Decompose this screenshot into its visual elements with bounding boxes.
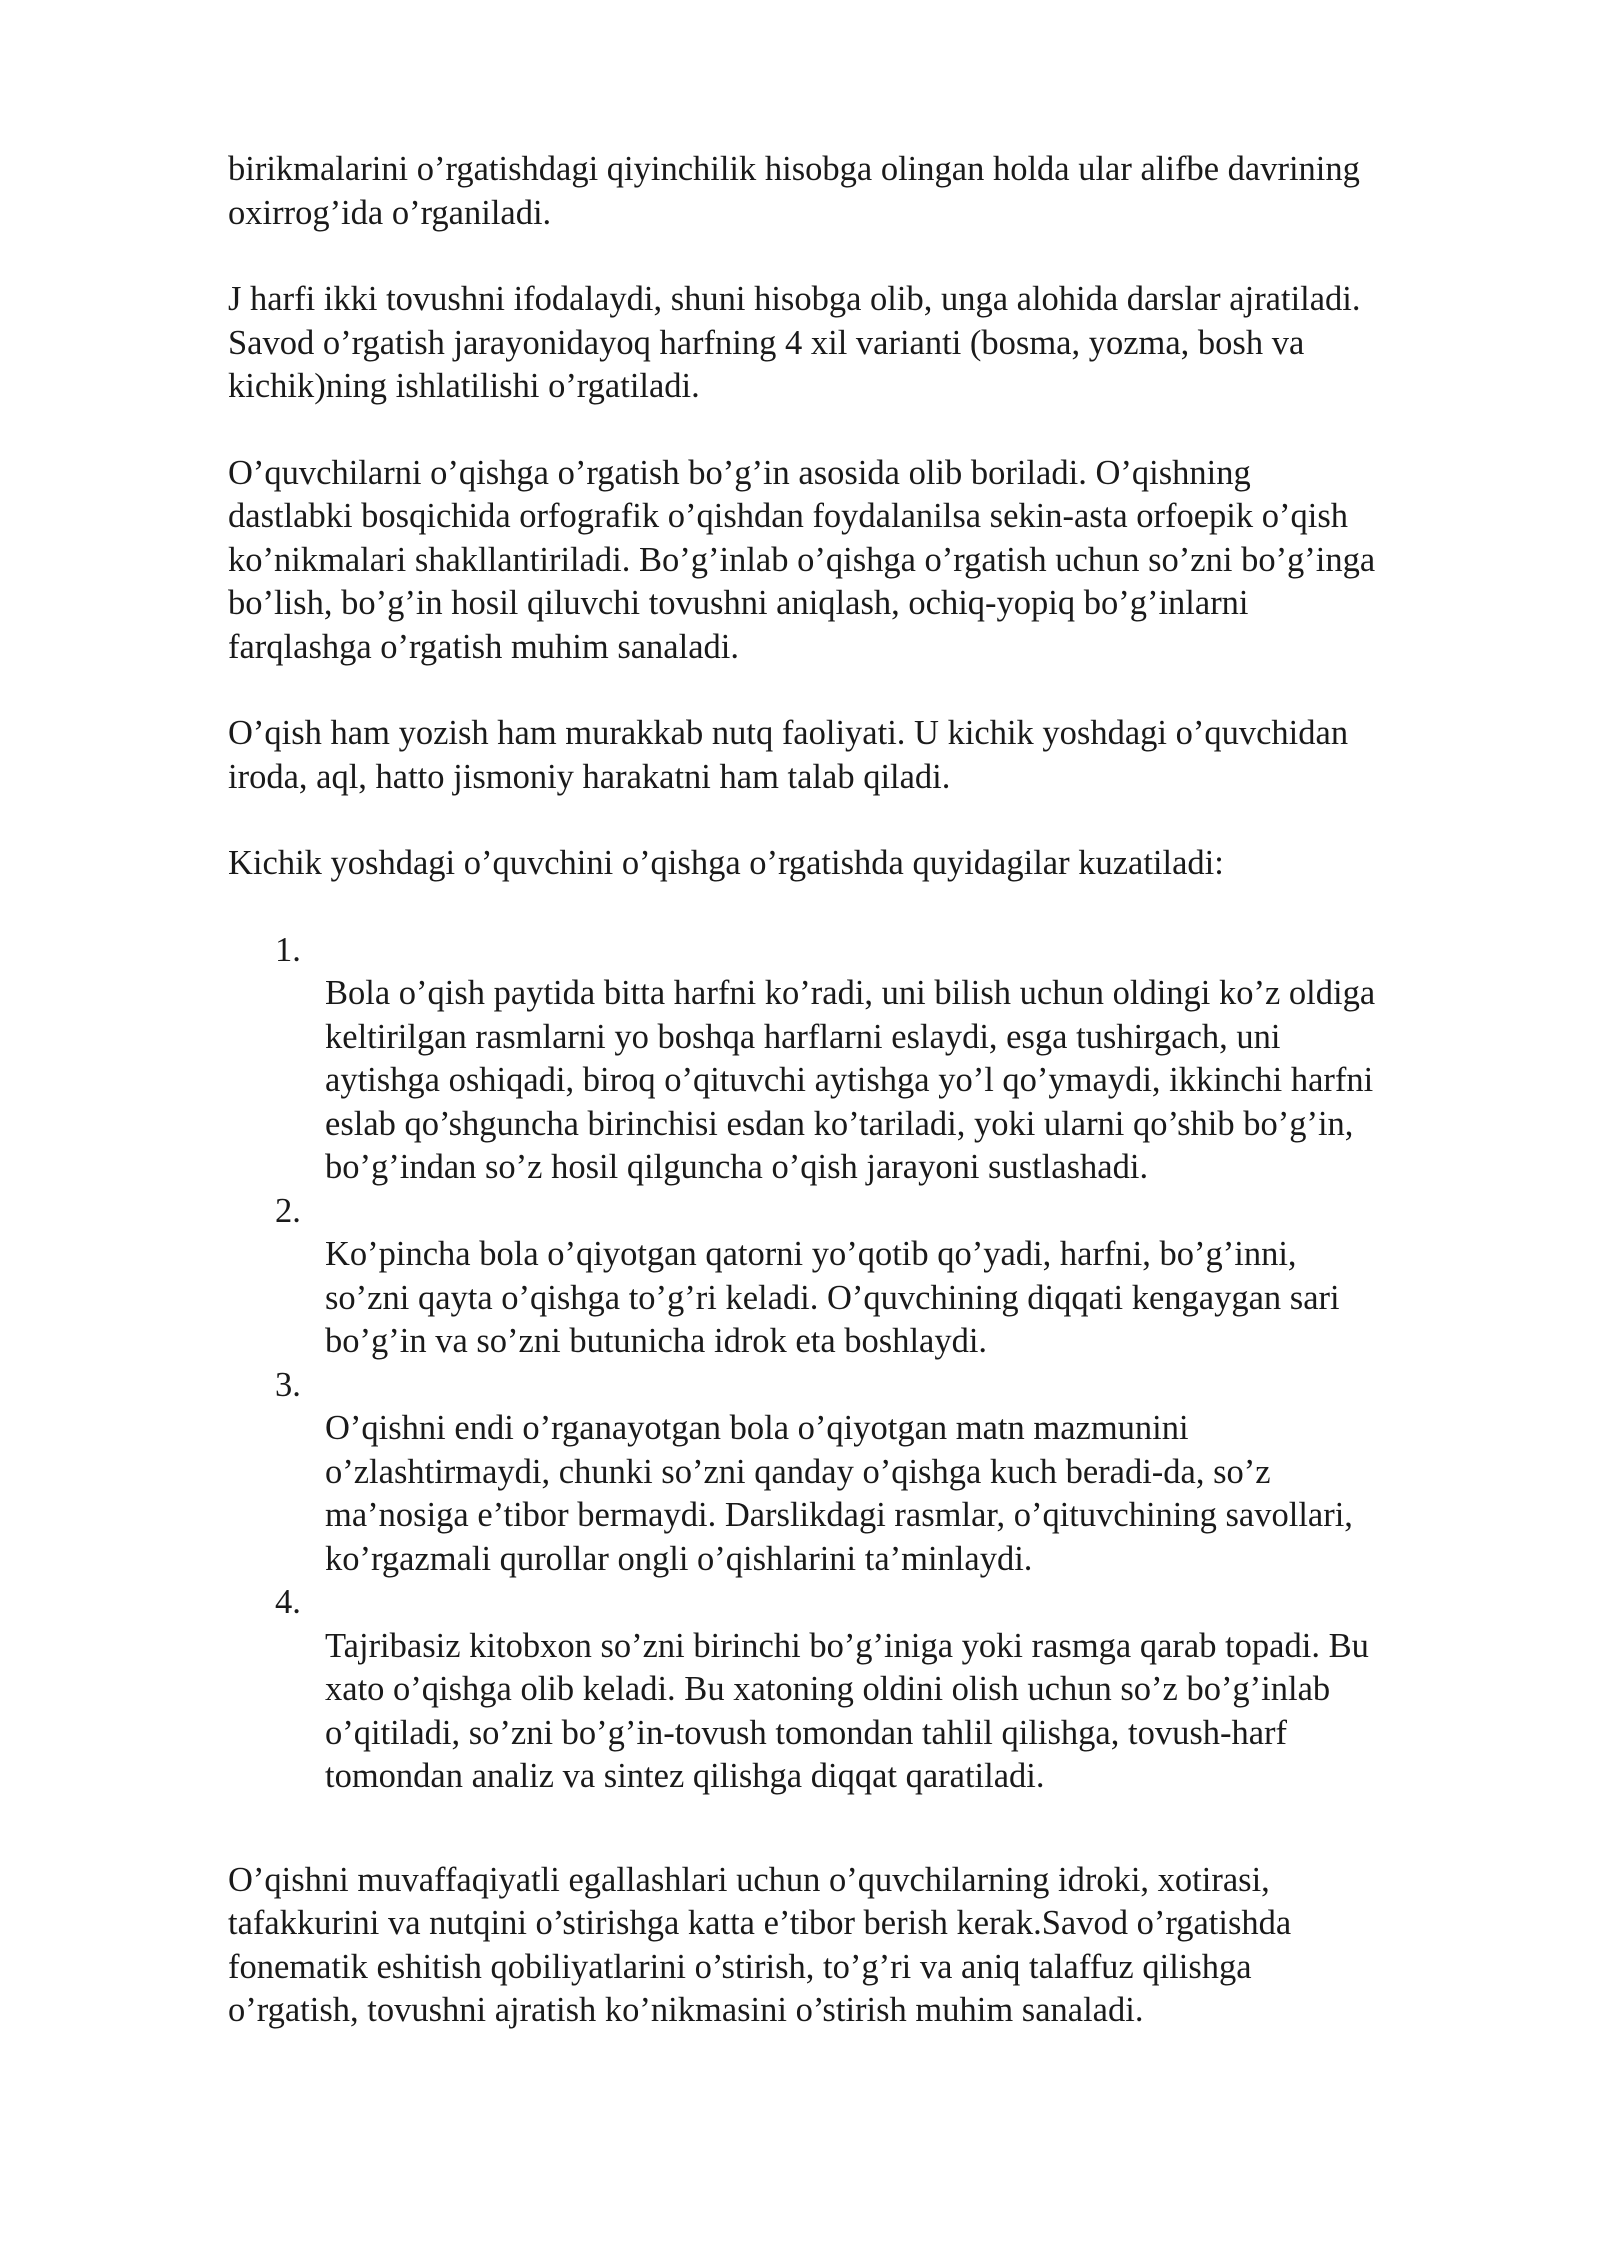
list-item-number: 1. [275,930,301,969]
list-item [228,1364,1500,1582]
list-item-text: Tajribasiz kitobxon so’zni birinchi bo’g’iniga yoki rasmga qarab topadi. Bu xato o’qishga olib keladi. Bu xatoning oldini olish uchun so’z bo’g’inlab o’qitiladi, so’zni bo’g’in-tovush tomondan tahlil qilishga, tovush-harf tomondan analiz va sintez qilishga diqqat qaratiladi. [325,1626,1369,1795]
list-item-text: Ko’pincha bola o’qiyotgan qatorni yo’qotib qo’yadi, harfni, bo’g’inni, so’zni qayta o’qishga to’g’ri keladi. O’quvchining diqqati kengaygan sari bo’g’in va so’zni butunicha idrok eta boshlaydi. [325,1235,1340,1360]
paragraph: O’qish ham yozish ham murakkab nutq faoliyati. U kichik yoshdagi o’quvchidan iroda, aql, hatto jismoniy harakatni ham talab qiladi. [228,714,1349,796]
paragraph: J harfi ikki tovushni ifodalaydi, shuni hisobga olib, unga alohida darslar ajratiladi. Savod o’rgatish jarayonidayoq harfning 4 xil varianti (bosma, yozma, bosh va kichik)ning ishlatilishi o’rgatiladi. [228,280,1361,405]
list-item [228,1581,1500,1799]
paragraph: birikmalarini o’rgatishdagi qiyinchilik hisobga olingan holda ular alifbe davrining oxirrog’ida o’rganiladi. [228,150,1360,232]
list-item [228,929,1500,1190]
list-item-text: O’qishni endi o’rganayotgan bola o’qiyotgan matn mazmunini o’zlashtirmaydi, chunki so’zni qanday o’qishga kuch beradi-da, so’z ma’nosiga e’tibor bermaydi. Darslikdagi rasmlar, o’qituvchining savollari, ko’rgazmali qurollar ongli o’qishlarini ta’minlaydi. [325,1409,1353,1578]
closing-paragraph: O’qishni muvaffaqiyatli egallashlari uchun o’quvchilarning idroki, xotirasi, tafakkurini va nutqini o’stirishga katta e’tibor berish kerak.Savod o’rgatishda fonematik eshitish qobiliyatlarini o’stirish, to’g’ri va aniq talaffuz qilishga o’rgatish, tovushni ajratish ko’nikmasini o’stirish muhim sanaladi. [228,1860,1292,2029]
list-item [228,1190,1500,1364]
list-item-number: 2. [275,1191,301,1230]
paragraph: O’quvchilarni o’qishga o’rgatish bo’g’in asosida olib boriladi. O’qishning dastlabki bosqichida orfografik o’qishdan foydalanilsa sekin-asta orfoepik o’qish ko’nikmalari shakllantiriladi. Bo’g’inlab o’qishga o’rgatish uchun so’zni bo’g’inga bo’lish, bo’g’in hosil qiluvchi tovushni aniqlash, ochiq-yopiq bo’g’inlarni farqlashga o’rgatish muhim sanaladi. [228,453,1376,666]
list-item-number: 4. [275,1583,301,1621]
list-intro-paragraph: Kichik yoshdagi o’quvchini o’qishga o’rgatishda quyidagilar kuzatiladi: [228,844,1224,882]
numbered-list [228,929,1500,1799]
list-item-text: Bola o’qish paytida bitta harfni ko’radi, uni bilish uchun oldingi ko’z oldiga keltirilgan rasmlarni yo boshqa harflarni eslaydi, esga tushirgach, uni aytishga oshiqadi, biroq o’qituvchi aytishga yo’l qo’ymaydi, ikkinchi harfni eslab qo’shguncha birinchisi esdan ko’tariladi, yoki ularni qo’shib bo’g’in, bo’g’indan so’z hosil qilguncha o’qish jarayoni sustlashadi. [325,974,1376,1186]
document-page [228,148,1500,2076]
list-item-number: 3. [275,1365,301,1404]
